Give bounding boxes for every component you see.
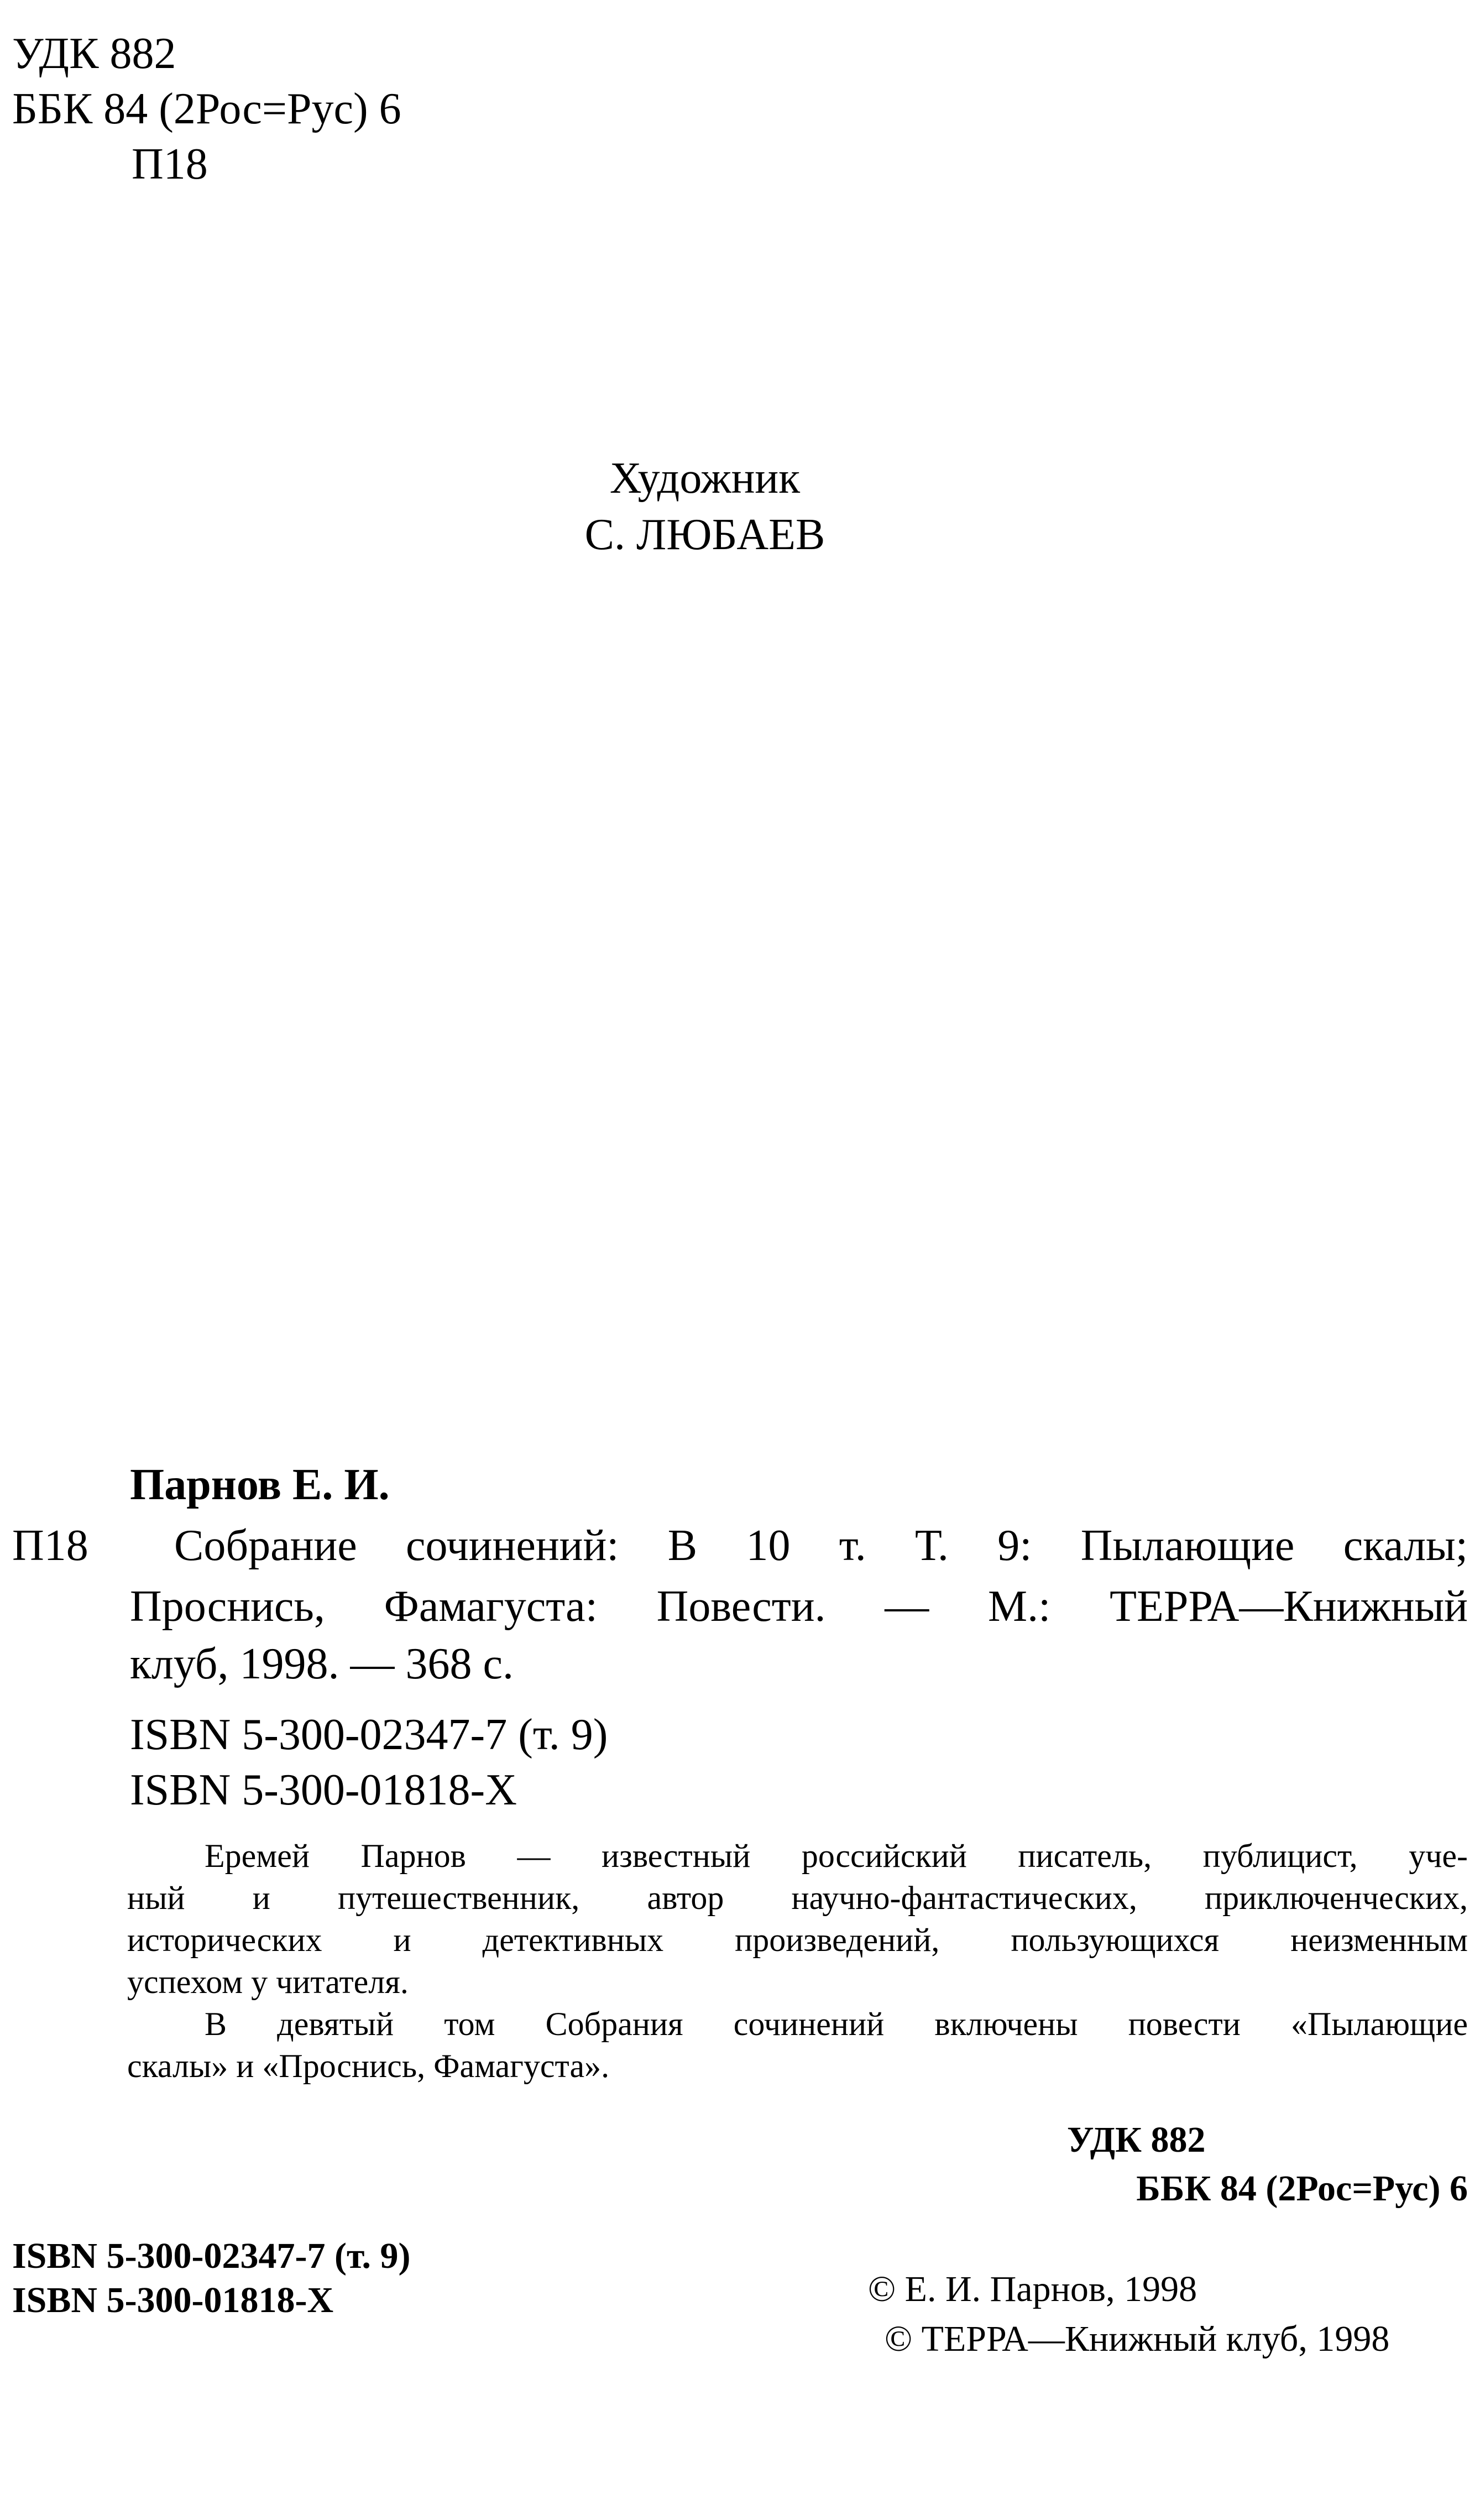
copyright-publisher: © ТЕРРА—Книжный клуб, 1998 xyxy=(885,2319,1390,2359)
bib-mark: П18 xyxy=(12,1521,88,1570)
udk-code-bottom: УДК 882 xyxy=(1067,2120,1206,2160)
isbn-bottom-2: ISBN 5-300-01818-X xyxy=(12,2280,334,2320)
udk-code: УДК 882 xyxy=(12,29,176,78)
copyright-author: © Е. И. Парнов, 1998 xyxy=(868,2269,1197,2309)
bib-isbn-1: ISBN 5-300-02347-7 (т. 9) xyxy=(130,1710,608,1759)
bib-description-line-2: Проснись, Фамагуста: Повести. — М.: ТЕРРА—Книжный xyxy=(130,1582,1468,1631)
isbn-bottom-1: ISBN 5-300-02347-7 (т. 9) xyxy=(12,2236,411,2276)
annotation-line: исторических и детективных произведений, пользующихся неизменным xyxy=(127,1922,1468,1958)
annotation-line: ный и путешественник, автор научно-фантастических, приключенческих, xyxy=(127,1880,1468,1916)
bib-isbn-2: ISBN 5-300-01818-X xyxy=(130,1766,517,1814)
bbk-code-bottom: ББК 84 (2Рос=Рус) 6 xyxy=(1136,2168,1468,2209)
bib-description-line-3: клуб, 1998. — 368 с. xyxy=(130,1640,514,1688)
credit-role: Художник xyxy=(609,454,801,503)
bib-description-line-1: Собрание сочинений: В 10 т. Т. 9: Пылающие скалы; xyxy=(174,1521,1468,1570)
annotation xyxy=(127,1835,1468,2087)
bbk-code: ББК 84 (2Рос=Рус) 6 xyxy=(12,85,401,133)
annotation-line: скалы» и «Проснись, Фамагуста». xyxy=(127,2048,610,2084)
author-mark: П18 xyxy=(132,140,208,189)
annotation-line: Еремей Парнов — известный российский писатель, публицист, уче- xyxy=(205,1838,1468,1874)
bib-author: Парнов Е. И. xyxy=(130,1460,390,1509)
annotation-line: успехом у читателя. xyxy=(127,1964,409,2000)
credit-name: С. ЛЮБАЕВ xyxy=(584,510,825,559)
annotation-line: В девятый том Собрания сочинений включены повести «Пылающие xyxy=(205,2006,1468,2042)
